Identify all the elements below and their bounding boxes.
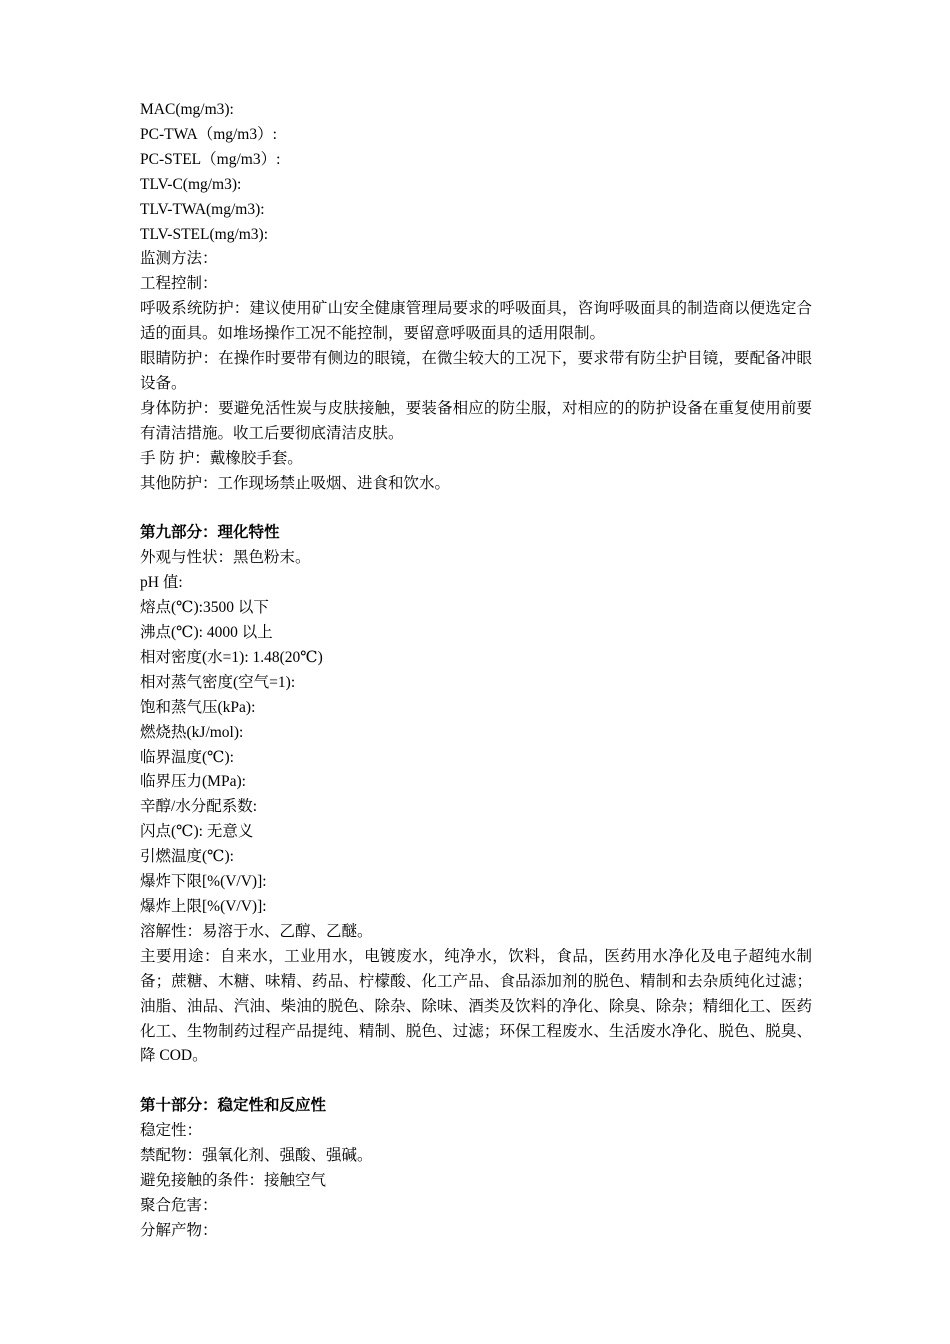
- partition-coefficient-line: 辛醇/水分配系数:: [140, 798, 258, 816]
- vapor-density-line: 相对蒸气密度(空气=1):: [140, 673, 296, 691]
- section-9: [140, 521, 812, 1069]
- pc-stel-line: PC-STEL（mg/m3）:: [140, 150, 281, 168]
- eye-protection: 眼睛防护：在操作时要带有侧边的眼镜，在微尘较大的工况下，要求带有防尘护目镜，要配备冲眼设备。: [140, 350, 812, 392]
- conditions-to-avoid-line: 避免接触的条件：接触空气: [140, 1171, 327, 1189]
- hand-protection: 手 防 护：戴橡胶手套。: [140, 449, 303, 467]
- other-protection: 其他防护：工作现场禁止吸烟、进食和饮水。: [140, 474, 451, 492]
- ignition-temperature-line: 引燃温度(℃):: [140, 848, 234, 866]
- critical-temperature-line: 临界温度(℃):: [140, 748, 234, 766]
- tlv-stel-line: TLV-STEL(mg/m3):: [140, 225, 269, 243]
- section-9-title: 第九部分：理化特性: [140, 524, 280, 542]
- critical-pressure-line: 临界压力(MPa):: [140, 773, 246, 791]
- combustion-heat-line: 燃烧热(kJ/mol):: [140, 723, 244, 741]
- pc-twa-line: PC-TWA（mg/m3）:: [140, 125, 277, 143]
- mac-line: MAC(mg/m3):: [140, 101, 234, 118]
- polymerization-hazard-line: 聚合危害：: [140, 1196, 218, 1214]
- ph-line: pH 值:: [140, 574, 183, 592]
- tlv-c-line: TLV-C(mg/m3):: [140, 175, 242, 193]
- boiling-point-line: 沸点(℃): 4000 以上: [140, 624, 273, 642]
- melting-point-line: 熔点(℃):3500 以下: [140, 599, 269, 617]
- main-uses-paragraph: 主要用途：自来水，工业用水，电镀废水，纯净水，饮料，食品，医药用水净化及电子超纯水制备；蔗糖、木糖、味精、药品、柠檬酸、化工产品、食品添加剂的脱色、精制和去杂质纯化过滤；油脂、油品、汽油、柴油的脱色、除杂、除味、酒类及饮料的净化、除臭、除杂；精细化工、医药化工、生物制药过程产品提纯、精制、脱色、过滤；环保工程废水、生活废水净化、脱色、脱臭、降 COD。: [140, 947, 812, 1065]
- monitoring-method-line: 监测方法：: [140, 250, 218, 268]
- document-page: [140, 98, 812, 1244]
- upper-explosion-limit-line: 爆炸上限[%(V/V)]:: [140, 897, 267, 915]
- solubility-line: 溶解性：易溶于水、乙醇、乙醚。: [140, 922, 373, 940]
- flash-point-line: 闪点(℃): 无意义: [140, 823, 254, 841]
- relative-density-line: 相对密度(水=1): 1.48(20℃): [140, 648, 323, 666]
- lower-explosion-limit-line: 爆炸下限[%(V/V)]:: [140, 873, 267, 891]
- tlv-twa-line: TLV-TWA(mg/m3):: [140, 200, 265, 218]
- incompatible-materials-line: 禁配物：强氧化剂、强酸、强碱。: [140, 1147, 373, 1165]
- protection-block: [140, 297, 812, 496]
- engineering-control-line: 工程控制：: [140, 275, 218, 293]
- exposure-limits-block: [140, 98, 812, 297]
- body-protection: 身体防护：要避免活性炭与皮肤接触，要装备相应的防尘服，对相应的的防护设备在重复使用前要有清洁措施。收工后要彻底清洁皮肤。: [140, 399, 812, 442]
- stability-line: 稳定性：: [140, 1122, 203, 1140]
- decomposition-products-line: 分解产物：: [140, 1221, 218, 1239]
- vapor-pressure-line: 饱和蒸气压(kPa):: [140, 698, 256, 716]
- appearance-line: 外观与性状：黑色粉末。: [140, 549, 311, 567]
- section-10-title: 第十部分：稳定性和反应性: [140, 1097, 327, 1115]
- section-10: [140, 1094, 812, 1243]
- respiratory-protection: 呼吸系统防护：建议使用矿山安全健康管理局要求的呼吸面具，咨询呼吸面具的制造商以便选定合适的面具。如堆场操作工况不能控制，要留意呼吸面具的适用限制。: [140, 300, 812, 343]
